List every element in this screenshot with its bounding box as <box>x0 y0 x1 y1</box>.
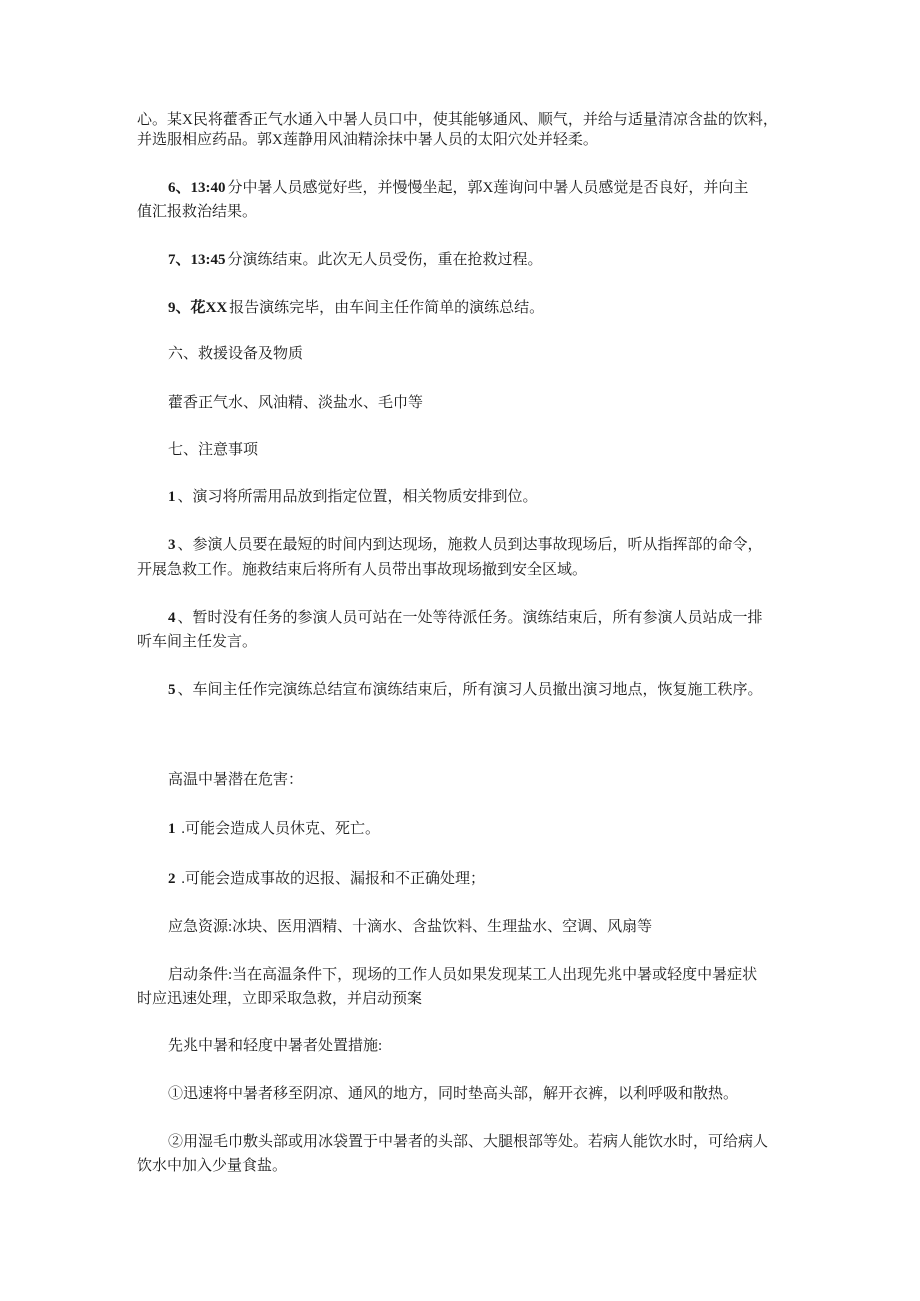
line-text: 高温中暑潜在危害： <box>168 772 304 788</box>
paragraph-line <box>137 202 257 222</box>
paragraph-line <box>168 178 748 198</box>
line-text: 心。某X民将藿香正气水通入中暑人员口中，使其能够通风、顺气，并给与适量清凉含盐的饮料， <box>137 112 778 128</box>
line-text: 时应迅速处理，立即采取急救，并启动预案 <box>137 991 423 1007</box>
paragraph-line <box>168 680 763 700</box>
item-number: 1 <box>168 821 176 837</box>
line-text: 并选服相应药品。郭X莲静用风油精涂抹中暑人员的太阳穴处并轻柔。 <box>137 132 598 148</box>
paragraph-line <box>168 819 380 839</box>
paragraph-line <box>168 770 303 790</box>
paragraph-line <box>168 298 544 318</box>
paragraph-line <box>168 917 652 937</box>
paragraph-line <box>137 130 598 150</box>
paragraph-line <box>137 632 257 652</box>
line-text: 藿香正气水、风油精、淡盐水、毛巾等 <box>168 395 424 411</box>
paragraph-line <box>168 1132 768 1152</box>
item-number: 4 <box>168 610 176 626</box>
line-text: .可能会造成事故的迟报、漏报和不正确处理； <box>177 871 486 887</box>
item-number: 3 <box>168 537 176 553</box>
paragraph-line <box>168 608 763 628</box>
paragraph-line <box>168 440 258 460</box>
line-text: 六、救援设备及物质 <box>168 346 304 362</box>
line-text: 、参演人员要在最短的时间内到达现场，施救人员到达事故现场后，听从指挥部的命令， <box>177 537 763 553</box>
item-number: 2 <box>168 871 176 887</box>
line-text: 饮水中加入少量食盐。 <box>137 1158 288 1174</box>
line-text: 报告演练完毕，由车间主任作简单的演练总结。 <box>229 300 545 316</box>
paragraph-line <box>168 1036 382 1056</box>
item-number: 1 <box>168 489 176 505</box>
paragraph-line <box>137 1156 287 1176</box>
item-number: 7、13:45 <box>168 252 226 268</box>
line-text: 、车间主任作完演练总结宣布演练结束后，所有演习人员撤出演习地点，恢复施工秩序。 <box>177 682 763 698</box>
item-number: 9、花XX <box>168 300 228 316</box>
paragraph-line <box>168 344 303 364</box>
paragraph-line <box>168 393 423 413</box>
line-text: 七、注意事项 <box>168 442 259 458</box>
line-text: 应急资源:冰块、医用酒精、十滴水、含盐饮料、生理盐水、空调、风扇等 <box>168 919 653 935</box>
line-text: .可能会造成人员休克、死亡。 <box>177 821 381 837</box>
paragraph-line <box>137 560 587 580</box>
item-number: 5 <box>168 682 176 698</box>
paragraph-line <box>137 110 778 130</box>
paragraph-line <box>168 1084 738 1104</box>
line-text: 开展急救工作。施救结束后将所有人员带出事故现场撤到安全区域。 <box>137 562 588 578</box>
line-text: 先兆中暑和轻度中暑者处置措施: <box>168 1038 383 1054</box>
line-text: ②用湿毛巾敷头部或用冰袋置于中暑者的头部、大腿根部等处。若病人能饮水时，可给病人 <box>168 1134 769 1150</box>
line-text: ①迅速将中暑者移至阴凉、通风的地方，同时垫高头部，解开衣裤，以利呼吸和散热。 <box>168 1086 739 1102</box>
line-text: 分演练结束。此次无人员受伤，重在抢救过程。 <box>227 252 543 268</box>
paragraph-line <box>168 250 543 270</box>
line-text: 、演习将所需用品放到指定位置，相关物质安排到位。 <box>177 489 538 505</box>
paragraph-line <box>137 989 422 1009</box>
paragraph-line <box>168 487 538 507</box>
line-text: 启动条件:当在高温条件下，现场的工作人员如果发现某工人出现先兆中暑或轻度中暑症状 <box>168 967 758 983</box>
paragraph-line <box>168 965 757 985</box>
line-text: 听车间主任发言。 <box>137 634 258 650</box>
line-text: 值汇报救治结果。 <box>137 204 258 220</box>
paragraph-line <box>168 535 763 555</box>
item-number: 6、13:40 <box>168 180 226 196</box>
paragraph-line <box>168 869 485 889</box>
line-text: 分中暑人员感觉好些，并慢慢坐起，郭X莲询问中暑人员感觉是否良好，并向主 <box>227 180 749 196</box>
line-text: 、暂时没有任务的参演人员可站在一处等待派任务。演练结束后，所有参演人员站成一排 <box>177 610 763 626</box>
